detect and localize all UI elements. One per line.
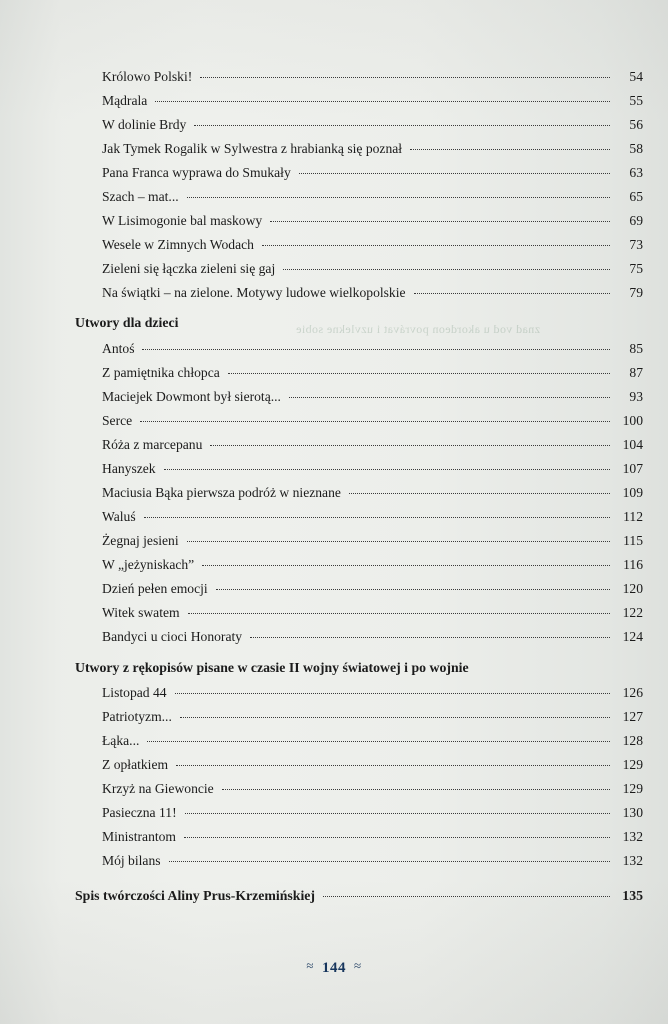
toc-entry-title: Pasieczna 11! — [102, 805, 177, 821]
dot-leader — [194, 125, 610, 126]
toc-entry-page: 73 — [629, 236, 643, 252]
dot-leader — [180, 717, 610, 718]
dot-leader — [216, 589, 610, 590]
toc-entry[interactable] — [75, 534, 643, 548]
toc-entry-page: 79 — [629, 284, 643, 300]
toc-entry-title: W dolinie Brdy — [102, 116, 187, 132]
dot-leader — [187, 541, 610, 542]
toc-entry-title: Patriotyzm... — [102, 709, 172, 725]
toc-entry-page: 93 — [629, 389, 643, 405]
dot-leader — [164, 469, 610, 470]
toc-entry-page: 115 — [623, 533, 643, 549]
toc-entry[interactable] — [75, 606, 643, 620]
toc-entry-title: Wesele w Zimnych Wodach — [102, 236, 254, 252]
toc-entry-page: 129 — [622, 757, 643, 773]
dot-leader — [283, 269, 610, 270]
dot-leader — [147, 741, 610, 742]
toc-entry-page: 109 — [622, 485, 643, 501]
toc-section-heading — [75, 316, 643, 330]
toc-entry[interactable] — [75, 214, 643, 228]
toc-entry[interactable] — [75, 342, 643, 356]
dot-leader — [262, 245, 610, 246]
toc-entry-title: Z opłatkiem — [102, 757, 169, 773]
toc-entry[interactable] — [75, 582, 643, 596]
toc-entry[interactable] — [75, 166, 643, 180]
toc-entry-title: Królowo Polski! — [102, 69, 193, 84]
dot-leader — [200, 77, 610, 78]
toc-entry-title: Mądrala — [102, 92, 148, 108]
dot-leader — [185, 813, 610, 814]
toc-entry[interactable] — [75, 142, 643, 156]
toc-section-heading — [75, 661, 643, 675]
toc-entry-page: 120 — [622, 581, 643, 597]
toc-entry-title: Listopad 44 — [102, 685, 167, 701]
toc-entry-title: Na świątki – na zielone. Motywy ludowe wielkopolskie — [102, 284, 406, 300]
toc-entry-title: Maciejek Dowmont był sierotą... — [102, 389, 281, 405]
dot-leader — [228, 373, 610, 374]
toc-entry-page: 63 — [629, 164, 643, 180]
toc-entry[interactable] — [75, 94, 643, 108]
toc-entry-page: 129 — [622, 781, 643, 797]
toc-entry-page: 56 — [629, 116, 643, 132]
toc-entry-page: 85 — [629, 341, 643, 357]
toc-entry[interactable] — [75, 414, 643, 428]
toc-entry-page: 87 — [629, 365, 643, 381]
ornament-left-icon: ≈ — [306, 958, 314, 973]
toc-final-entry-title: Spis twórczości Aliny Prus-Krzemińskiej — [75, 887, 316, 903]
dot-leader — [270, 221, 610, 222]
toc-entry-page: 128 — [622, 733, 643, 749]
toc-entry-title: Maciusia Bąka pierwsza podróż w nieznane — [102, 485, 341, 501]
toc-entry-page: 55 — [629, 92, 643, 108]
toc-entry-page: 116 — [623, 557, 643, 573]
toc-entry-title: Pana Franca wyprawa do Smukały — [102, 164, 291, 180]
toc-entry-title: Antoś — [102, 341, 135, 357]
toc-entry[interactable] — [75, 558, 643, 572]
table-of-contents — [75, 70, 643, 913]
dot-leader — [289, 397, 610, 398]
toc-entry-page: 127 — [622, 709, 643, 725]
toc-entry[interactable] — [75, 190, 643, 204]
toc-entry-title: Róża z marcepanu — [102, 437, 203, 453]
page-number: 144 — [322, 960, 346, 976]
toc-entry-page: 130 — [622, 805, 643, 821]
toc-entry-title: Waluś — [102, 509, 136, 525]
toc-section-title: Utwory z rękopisów pisane w czasie II wojny światowej i po wojnie — [75, 659, 469, 675]
toc-entry[interactable] — [75, 286, 643, 300]
toc-final-entry[interactable] — [75, 889, 643, 903]
dot-leader — [144, 517, 610, 518]
toc-entry-title: Zieleni się łączka zieleni się gaj — [102, 260, 276, 276]
toc-entry[interactable] — [75, 854, 643, 868]
toc-entry[interactable] — [75, 238, 643, 252]
toc-entry[interactable] — [75, 630, 643, 644]
toc-entry[interactable] — [75, 758, 643, 772]
dot-leader — [299, 173, 610, 174]
toc-entry-title: Jak Tymek Rogalik w Sylwestra z hrabianką się poznał — [102, 140, 403, 156]
toc-entry-page: 132 — [622, 829, 643, 845]
dot-leader — [323, 896, 610, 897]
toc-entry[interactable] — [75, 830, 643, 844]
toc-entry[interactable] — [75, 806, 643, 820]
toc-entry[interactable] — [75, 734, 643, 748]
dot-leader — [176, 765, 610, 766]
dot-leader — [349, 493, 610, 494]
toc-entry-title: Szach – mat... — [102, 188, 179, 204]
ornament-right-icon: ≈ — [354, 958, 362, 973]
toc-entry-page: 58 — [629, 140, 643, 156]
toc-entry-page: 124 — [622, 629, 643, 645]
dot-leader — [155, 101, 610, 102]
page-footer — [0, 960, 668, 977]
toc-entry-title: Bandyci u cioci Honoraty — [102, 629, 243, 645]
toc-entry-page: 107 — [622, 461, 643, 477]
toc-entry-page: 100 — [622, 413, 643, 429]
toc-entry-title: Witek swatem — [102, 605, 180, 621]
toc-entry-title: Łąka... — [102, 733, 140, 749]
dot-leader — [414, 293, 610, 294]
toc-entry-title: Hanyszek — [102, 461, 156, 477]
toc-entry-page: 104 — [622, 437, 643, 453]
dot-leader — [188, 613, 610, 614]
dot-leader — [175, 693, 610, 694]
toc-entry-page: 122 — [622, 605, 643, 621]
dot-leader — [210, 445, 610, 446]
toc-entry-page: 132 — [622, 853, 643, 869]
dot-leader — [169, 861, 610, 862]
toc-entry[interactable] — [75, 686, 643, 700]
toc-entry[interactable] — [75, 438, 643, 452]
dot-leader — [187, 197, 610, 198]
toc-entry[interactable] — [75, 390, 643, 404]
toc-entry-title: Dzień pełen emocji — [102, 581, 208, 597]
toc-entry[interactable] — [75, 70, 643, 84]
toc-entry[interactable] — [75, 118, 643, 132]
toc-entry-title: Krzyż na Giewoncie — [102, 781, 214, 797]
toc-entry[interactable] — [75, 462, 643, 476]
toc-entry-page: 69 — [629, 212, 643, 228]
toc-entry-page: 112 — [623, 509, 643, 525]
toc-entry-title: Żegnaj jesieni — [102, 533, 179, 549]
toc-section-title: Utwory dla dzieci — [75, 315, 179, 331]
toc-entry-title: W Lisimogonie bal maskowy — [102, 212, 263, 228]
toc-entry-title: W „jeżyniskach” — [102, 557, 195, 573]
toc-entry[interactable] — [75, 262, 643, 276]
bleed-through-text: znad vod u akordeon povrávat i uzvlekne sobie — [295, 322, 540, 336]
dot-leader — [184, 837, 610, 838]
toc-entry-title: Mój bilans — [102, 853, 161, 869]
toc-entry-title: Serce — [102, 413, 133, 429]
toc-entry[interactable] — [75, 366, 643, 380]
toc-entry-page: 126 — [622, 685, 643, 701]
toc-entry-title: Z pamiętnika chłopca — [102, 365, 220, 381]
dot-leader — [142, 349, 610, 350]
toc-entry[interactable] — [75, 782, 643, 796]
toc-entry[interactable] — [75, 486, 643, 500]
dot-leader — [140, 421, 610, 422]
toc-entry-page: 54 — [629, 69, 643, 84]
toc-entry[interactable] — [75, 710, 643, 724]
toc-entry-title: Ministrantom — [102, 829, 177, 845]
dot-leader — [250, 637, 610, 638]
toc-entry-page: 65 — [629, 188, 643, 204]
dot-leader — [410, 149, 610, 150]
dot-leader — [202, 565, 610, 566]
toc-final-entry-page: 135 — [622, 887, 643, 903]
toc-entry-page: 75 — [629, 260, 643, 276]
dot-leader — [222, 789, 610, 790]
toc-entry[interactable] — [75, 510, 643, 524]
